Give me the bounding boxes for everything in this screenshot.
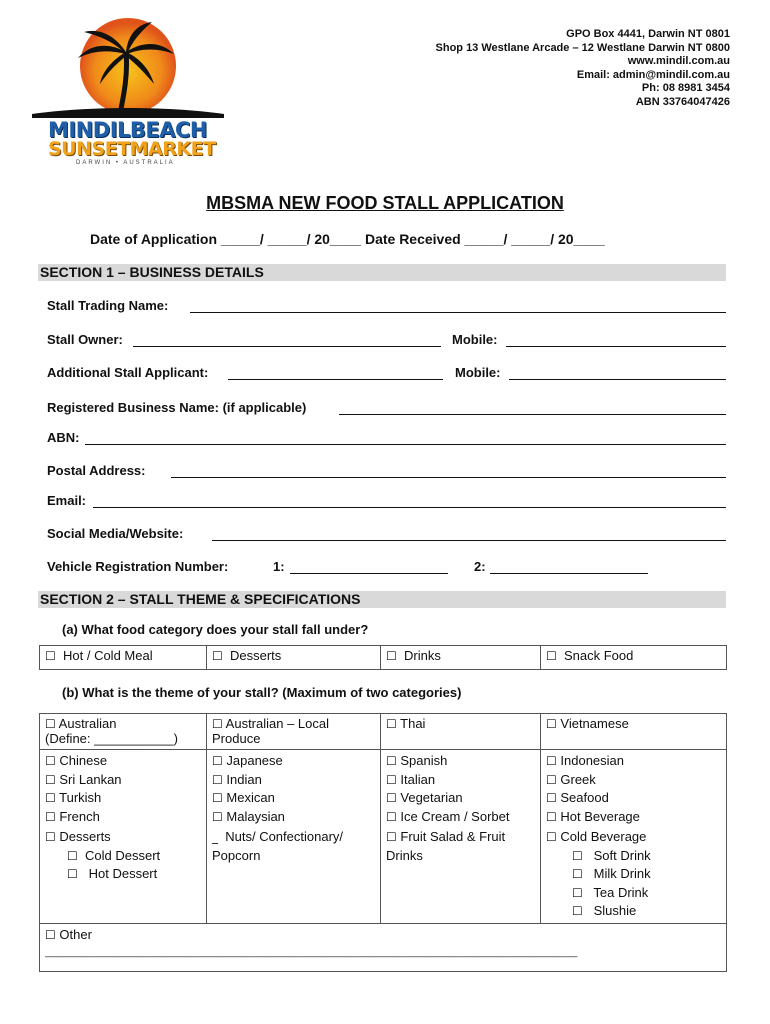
mobile-label: Mobile:: [452, 332, 498, 347]
vehicle-2-field[interactable]: [490, 573, 648, 574]
checkbox-icon[interactable]: ☐: [212, 649, 223, 663]
mindil-beach-logo: [28, 14, 228, 164]
abn-label: ABN:: [47, 430, 80, 445]
checkbox-icon[interactable]: ☐: [45, 772, 56, 787]
vehicle-registration-label: Vehicle Registration Number:: [47, 559, 229, 574]
logo-text-darwin: DARWIN • AUSTRALIA: [76, 160, 175, 166]
checkbox-icon[interactable]: ☐: [572, 885, 583, 900]
checkbox-icon[interactable]: ☐: [572, 904, 583, 918]
vehicle-1-label: 1:: [273, 559, 285, 574]
abn-field[interactable]: [85, 444, 726, 445]
checkbox-icon[interactable]: ☐: [45, 717, 56, 731]
stall-theme-table: [39, 713, 727, 972]
email-label: Email:: [47, 493, 87, 508]
page-title: MBSMA NEW FOOD STALL APPLICATION: [206, 193, 564, 213]
checkbox-icon[interactable]: ☐: [45, 791, 56, 805]
theme-cell[interactable]: ☐ Indonesian ☐ Greek ☐ Seafood ☐ Hot Beverage ☐ Cold Beverage ☐ Soft Drink ☐ Milk Drink ☐ Tea Drink ☐ Slushie: [541, 750, 727, 924]
section-1-heading: SECTION 1 – BUSINESS DETAILS: [38, 264, 726, 281]
category-option[interactable]: ☐ Drinks: [381, 646, 541, 670]
abn-number: ABN 33764047426: [635, 95, 730, 108]
category-option[interactable]: ☐ Snack Food: [541, 646, 727, 670]
checkbox-icon[interactable]: ☐: [212, 791, 223, 805]
stall-owner-label: Stall Owner:: [47, 332, 123, 347]
checkbox-icon[interactable]: ☐: [386, 772, 397, 787]
checkbox-icon[interactable]: ☐: [45, 927, 56, 942]
checkbox-icon[interactable]: ☐: [386, 830, 397, 844]
checkbox-icon[interactable]: ☐: [212, 772, 223, 787]
question-b: (b) What is the theme of your stall? (Maximum of two categories): [62, 685, 462, 700]
checkbox-icon[interactable]: ☐: [67, 848, 78, 863]
theme-cell[interactable]: ☐ Chinese ☐ Sri Lankan ☐ Turkish ☐ French ☐ Desserts ☐ Cold Dessert ☐ Hot Dessert: [40, 750, 207, 924]
checkbox-icon[interactable]: ☐: [546, 809, 557, 824]
address-line: GPO Box 4441, Darwin NT 0801: [566, 28, 730, 40]
checkbox-icon[interactable]: ☐: [386, 791, 397, 805]
theme-cell[interactable]: ☐ Australian (Define: ___________): [40, 714, 207, 750]
checkbox-icon[interactable]: ☐: [212, 717, 223, 731]
logo-text-sunset: SUNSETMARKET: [48, 138, 216, 160]
checkbox-icon[interactable]: ☐: [572, 867, 583, 881]
email[interactable]: Email: admin@mindil.com.au: [576, 68, 730, 81]
additional-applicant-field[interactable]: [228, 379, 443, 380]
checkbox-icon[interactable]: ☐: [572, 848, 583, 863]
additional-applicant-label: Additional Stall Applicant:: [47, 365, 209, 380]
theme-cell[interactable]: ☐ Spanish ☐ Italian ☐ Vegetarian ☐ Ice Cream / Sorbet ☐ Fruit Salad & Fruit Drinks: [381, 750, 541, 924]
checkbox-icon[interactable]: ☐: [212, 754, 223, 768]
checkbox-icon[interactable]: ☐: [546, 772, 557, 787]
checkbox-icon[interactable]: ☐: [45, 809, 56, 824]
address-line: Shop 13 Westlane Arcade – 12 Westlane Darwin NT 0800: [435, 41, 730, 54]
checkbox-icon[interactable]: _: [212, 830, 218, 844]
checkbox-icon[interactable]: ☐: [386, 649, 397, 663]
mobile-field[interactable]: [506, 346, 726, 347]
checkbox-icon[interactable]: ☐: [546, 717, 557, 731]
question-a: (a) What food category does your stall fall under?: [62, 622, 369, 637]
checkbox-icon[interactable]: ☐: [45, 754, 56, 768]
email-field[interactable]: [93, 507, 726, 508]
checkbox-icon[interactable]: ☐: [67, 867, 78, 881]
food-category-table: [39, 645, 727, 670]
theme-cell[interactable]: ☐ Australian – Local Produce: [207, 714, 381, 750]
checkbox-icon[interactable]: ☐: [45, 649, 56, 663]
stall-trading-name-label: Stall Trading Name:: [47, 298, 169, 313]
vehicle-2-label: 2:: [474, 559, 486, 574]
registered-business-field[interactable]: [339, 414, 726, 415]
mobile-label-2: Mobile:: [455, 365, 501, 380]
theme-cell[interactable]: ☐ Vietnamese: [541, 714, 727, 750]
phone: Ph: 08 8981 3454: [641, 82, 730, 94]
checkbox-icon[interactable]: ☐: [386, 754, 397, 768]
checkbox-icon[interactable]: ☐: [212, 809, 223, 824]
logo-text-mindil: MINDILBEACH: [48, 118, 208, 142]
mobile-field-2[interactable]: [509, 379, 726, 380]
section-2-heading: SECTION 2 – STALL THEME & SPECIFICATIONS: [38, 591, 726, 608]
contact-address: [436, 28, 730, 109]
postal-address-field[interactable]: [171, 477, 726, 478]
checkbox-icon[interactable]: ☐: [546, 754, 557, 768]
category-option[interactable]: ☐ Desserts: [207, 646, 381, 670]
checkbox-icon[interactable]: ☐: [546, 791, 557, 805]
checkbox-icon[interactable]: ☐: [546, 649, 557, 663]
registered-business-label: Registered Business Name: (if applicable): [47, 400, 307, 415]
category-option[interactable]: ☐ Hot / Cold Meal: [40, 646, 207, 670]
theme-cell[interactable]: ☐ Japanese ☐ Indian ☐ Mexican ☐ Malaysian _ Nuts/ Confectionary/ Popcorn: [207, 750, 381, 924]
checkbox-icon[interactable]: ☐: [386, 809, 397, 824]
other-define-line[interactable]: _______________________________________________________________________________________: [45, 945, 578, 958]
stall-owner-field[interactable]: [133, 346, 441, 347]
checkbox-icon[interactable]: ☐: [386, 717, 397, 731]
theme-cell[interactable]: ☐ Thai: [381, 714, 541, 750]
stall-trading-name-field[interactable]: [190, 312, 726, 313]
checkbox-icon[interactable]: ☐: [45, 830, 56, 844]
date-fields[interactable]: Date of Application _____/ _____/ 20____ Date Received _____/ _____/ 20____: [90, 231, 605, 247]
checkbox-icon[interactable]: ☐: [546, 830, 557, 844]
vehicle-1-field[interactable]: [290, 573, 448, 574]
postal-address-label: Postal Address:: [47, 463, 146, 478]
social-media-field[interactable]: [212, 540, 726, 541]
website[interactable]: www.mindil.com.au: [627, 55, 730, 67]
palm-sunset-icon: [28, 14, 228, 124]
social-media-label: Social Media/Website:: [47, 526, 184, 541]
theme-other-cell[interactable]: ☐ Other _______________________________________________________________________________________: [40, 923, 727, 971]
